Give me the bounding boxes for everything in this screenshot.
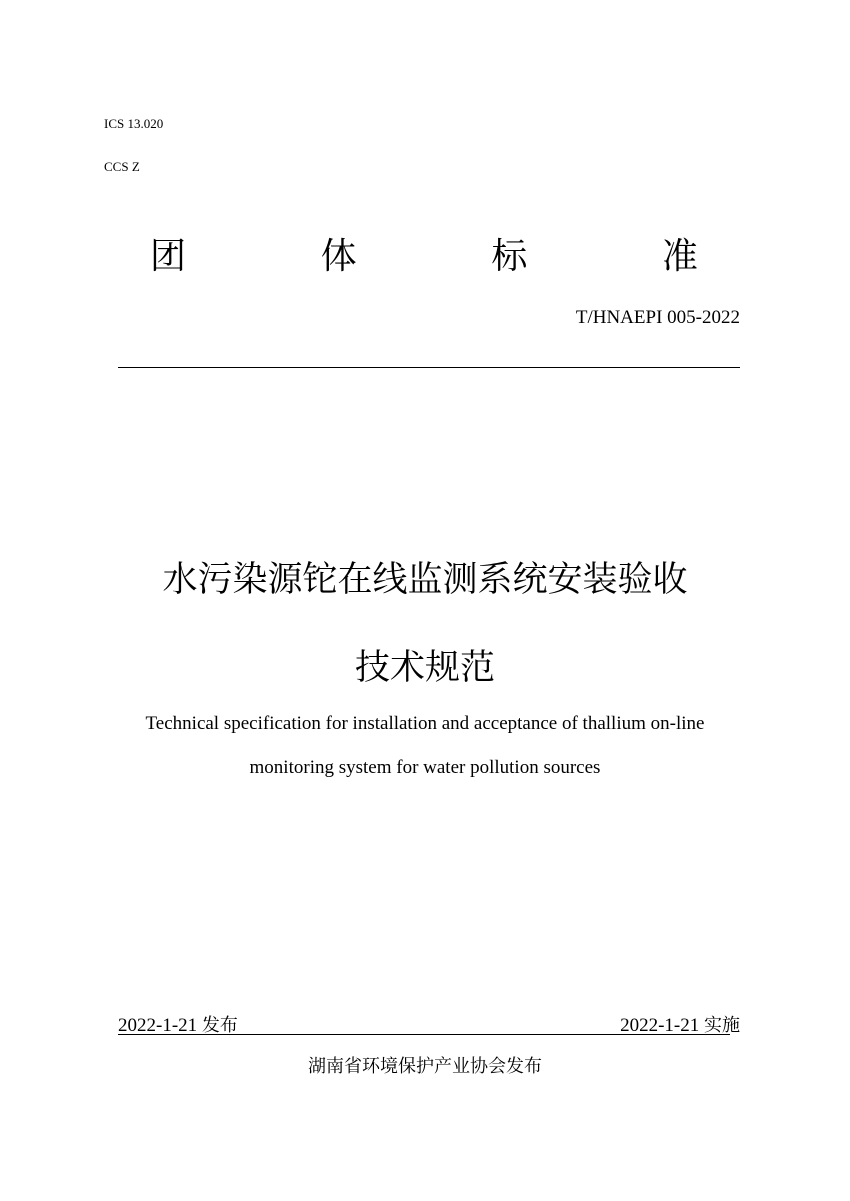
issue-label: 发布: [201, 1015, 238, 1036]
implement-date: 2022-1-21: [620, 1015, 700, 1036]
ccs-code: CCS Z: [104, 159, 140, 174]
issue-date: 2022-1-21: [118, 1015, 198, 1036]
standard-type-char: 标: [491, 236, 528, 277]
standard-type-heading: [150, 232, 698, 282]
standard-type-char: 准: [661, 236, 698, 277]
title-chinese-line-1: 水污染源铊在线监测系统安装验收: [162, 560, 688, 600]
ics-code: ICS 13.020: [104, 116, 164, 131]
title-english-line-1: Technical specification for installation and acceptance of thallium on-line: [145, 713, 705, 734]
standard-type-char: 体: [320, 236, 357, 277]
publisher: 湖南省环境保护产业协会发布: [308, 1056, 542, 1077]
title-chinese-line-2: 技术规范: [354, 648, 495, 688]
standard-type-char: 团: [150, 236, 187, 277]
title-english-line-2: monitoring system for water pollution sources: [249, 757, 601, 778]
top-divider: [118, 367, 740, 368]
implement-label: 实施: [704, 1015, 740, 1036]
standard-code: T/HNAEPI 005-2022: [575, 307, 740, 328]
bottom-divider: [118, 1034, 730, 1035]
